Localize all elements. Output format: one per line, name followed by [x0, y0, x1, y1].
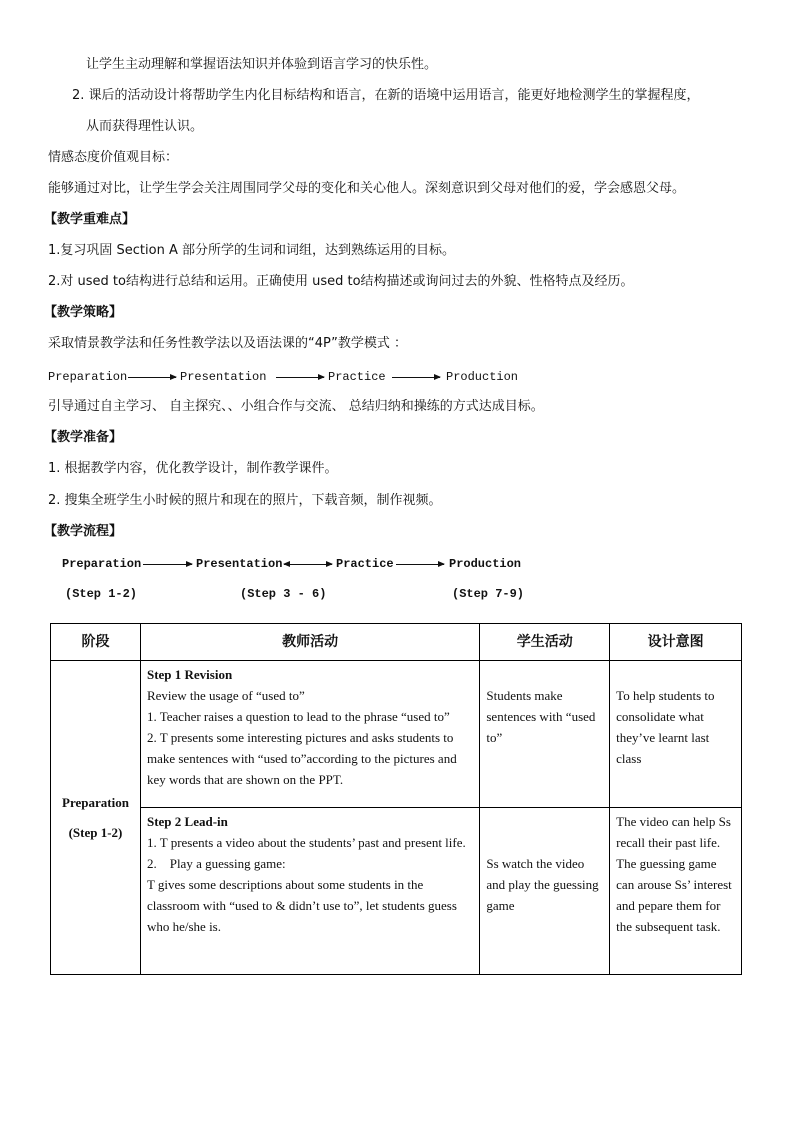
stage-cell	[51, 661, 141, 975]
heading-preparation: 【教学准备】	[44, 430, 123, 445]
flow1-arrow-1	[128, 377, 176, 378]
teacher-activity-cell	[140, 661, 479, 808]
heading-process: 【教学流程】	[44, 524, 123, 539]
student-activity-text: Ss watch the video and play the guessing game	[486, 856, 599, 913]
flow1-presentation: Presentation	[180, 370, 267, 384]
flow2-arrow-3	[396, 564, 444, 565]
design-intent-cell	[610, 808, 742, 975]
teacher-line: T gives some descriptions about some students in the classroom with “used to & didn’t use to”, let students guess who he/she is.	[146, 877, 457, 934]
flow2-practice: Practice	[336, 557, 394, 571]
flow2-steps-2: (Step 3 - 6)	[240, 587, 327, 601]
paragraph-activity-design: 2. 课后的活动设计将帮助学生内化目标结构和语言，在新的语境中运用语言，能更好地检测学生的掌握程度，	[72, 88, 700, 103]
flow2-steps-3: (Step 7-9)	[452, 587, 525, 601]
prep-item-1: 1. 根据教学内容，优化教学设计，制作教学课件。	[48, 461, 338, 476]
flow2-presentation: Presentation	[196, 557, 283, 571]
strategy-text: 采取情景教学法和任务性教学法以及语法课的“4P”教学模式 ：	[48, 336, 407, 351]
header-design-intent: 设计意图	[610, 624, 742, 661]
design-intent-text: To help students to consolidate what they’ve learnt last class	[616, 688, 715, 766]
flow2-production: Production	[449, 557, 522, 571]
design-intent-cell	[610, 661, 742, 808]
teacher-line: 2. Play a guessing game:	[146, 856, 286, 871]
teacher-line: 1. Teacher raises a question to lead to the phrase “used to”	[146, 709, 450, 724]
flow1-production: Production	[446, 370, 519, 384]
flow1-arrow-2	[276, 377, 324, 378]
flow1-practice: Practice	[328, 370, 386, 384]
emotion-goal-label: 情感态度价值观目标：	[48, 150, 179, 165]
flow1-preparation: Preparation	[48, 370, 128, 384]
key-point-2: 2.对 used to结构进行总结和运用。正确使用 used to结构描述或询问过去的外貌、性格特点及经历。	[48, 274, 634, 289]
table-row	[51, 808, 742, 975]
table-row	[51, 661, 742, 808]
student-activity-cell	[480, 661, 610, 808]
teacher-activity-cell	[140, 808, 479, 975]
step-title: Step 1 Revision	[146, 667, 233, 682]
flow1-arrow-3	[392, 377, 440, 378]
key-point-1: 1.复习巩固 Section A 部分所学的生词和词组，达到熟练运用的目标。	[48, 243, 455, 258]
paragraph-goal-end: 让学生主动理解和掌握语法知识并体验到语言学习的快乐性。	[86, 57, 438, 72]
header-student-activity: 学生活动	[480, 624, 610, 661]
teacher-line: Review the usage of “used to”	[146, 688, 305, 703]
design-intent-text: The video can help Ss recall their past life. The guessing game can arouse Ss’ interest and pepare them for the subsequent task.	[616, 814, 732, 934]
stage-steps: (Step 1-2)	[68, 825, 123, 840]
process-table	[50, 623, 742, 975]
student-activity-cell	[480, 808, 610, 975]
step-title: Step 2 Lead-in	[146, 814, 228, 829]
table-header-row	[51, 624, 742, 661]
teacher-line: 1. T presents a video about the students’ past and present life.	[146, 835, 466, 850]
header-teacher-activity: 教师活动	[140, 624, 479, 661]
strategy-method-text: 引导通过自主学习、 自主探究、、小组合作与交流、 总结归纳和操练的方式达成目标。	[48, 399, 544, 414]
flow2-arrow-1	[143, 564, 192, 565]
flow2-steps-1: (Step 1-2)	[65, 587, 138, 601]
heading-strategy: 【教学策略】	[44, 305, 123, 320]
flow2-arrow-2	[284, 564, 332, 565]
paragraph-activity-design-cont: 从而获得理性认识。	[86, 119, 204, 134]
header-stage: 阶段	[51, 624, 141, 661]
stage-name: Preparation	[62, 795, 129, 810]
student-activity-text: Students make sentences with “used to”	[486, 688, 596, 745]
emotion-goal-text: 能够通过对比，让学生学会关注周围同学父母的变化和关心他人。深刻意识到父母对他们的爱，学会感恩父母。	[48, 181, 686, 196]
prep-item-2: 2. 搜集全班学生小时候的照片和现在的照片，下载音频，制作视频。	[48, 493, 442, 508]
flow2-preparation: Preparation	[62, 557, 142, 571]
heading-key-difficult-points: 【教学重难点】	[44, 212, 136, 227]
teacher-line: 2. T presents some interesting pictures and asks students to make sentences with “used to”according to the pictures and key words that are shown on the PPT.	[146, 730, 457, 787]
